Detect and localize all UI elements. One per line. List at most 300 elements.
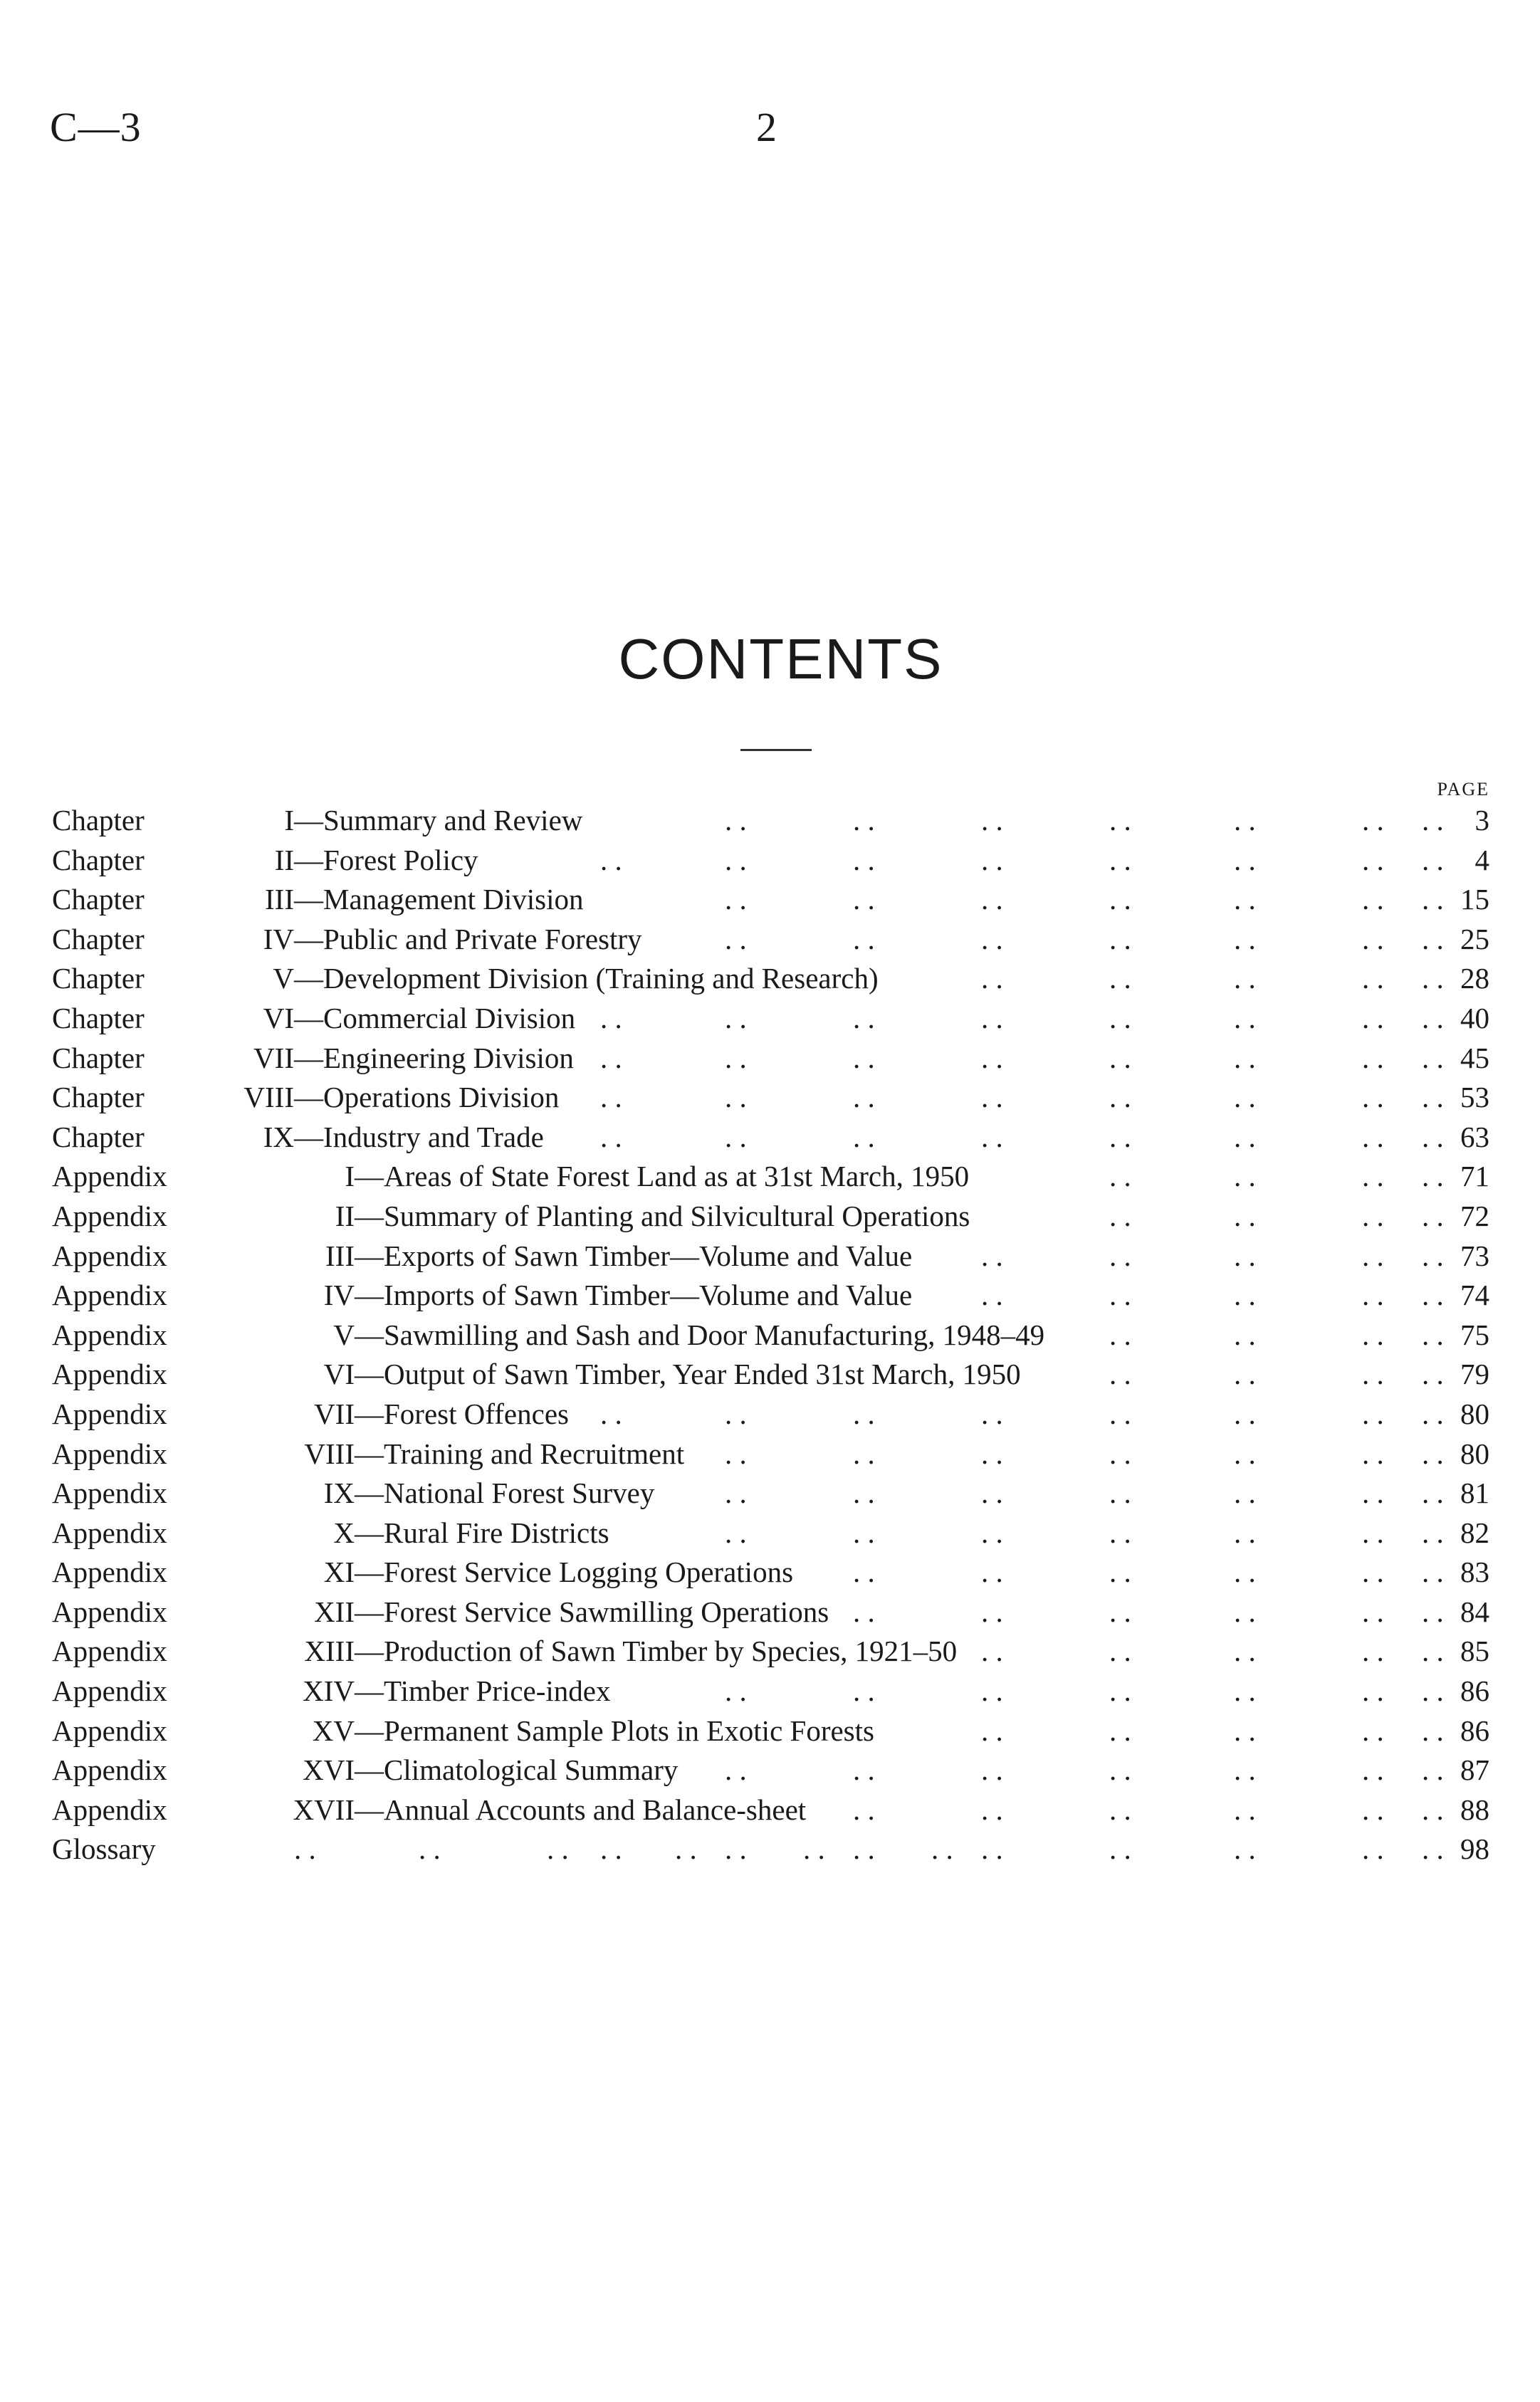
toc-entry-title-text: Timber Price-index: [384, 1674, 611, 1708]
leader-dots: . .: [1422, 1793, 1444, 1826]
toc-entry-dash: —: [294, 962, 323, 995]
toc-entry-number: VIII: [304, 1437, 355, 1470]
dot-leaders: [52, 1118, 1489, 1158]
leader-dots: . .: [1362, 1635, 1384, 1668]
toc-entry-kind: Chapter: [52, 922, 145, 955]
toc-entry-kind: Chapter: [52, 1041, 145, 1074]
toc-entry-page: 86: [1460, 1714, 1489, 1747]
leader-dots: . .: [1234, 922, 1256, 955]
leader-dots: . .: [725, 1120, 747, 1153]
toc-entry-title-text: Operations Division: [323, 1081, 560, 1114]
toc-entry-kind: Appendix: [52, 1595, 167, 1628]
dot-leaders: [52, 1632, 1489, 1672]
leader-dots: . .: [1234, 1199, 1256, 1232]
toc-entry-number: I: [284, 804, 294, 836]
dot-leaders: [52, 1237, 1489, 1276]
toc-entry-page: 98: [1460, 1832, 1489, 1866]
toc-entry-kind: Appendix: [52, 1674, 167, 1708]
leader-dots: . .: [853, 1516, 875, 1549]
page-column-header: PAGE: [1437, 779, 1489, 799]
leader-dots: . .: [853, 1832, 875, 1866]
toc-entry: [52, 920, 1489, 960]
leader-dots: . .: [1362, 804, 1384, 836]
toc-entry: [52, 1711, 1489, 1751]
toc-entry: [52, 1395, 1489, 1435]
leader-dots: . .: [1362, 1793, 1384, 1826]
leader-dots: . .: [600, 1041, 622, 1074]
leader-dots: . .: [981, 1239, 1003, 1272]
leader-dots: . .: [981, 1279, 1003, 1312]
toc-entry-number: IV: [323, 1279, 355, 1312]
toc-entry-title-text: Forest Service Logging Operations: [384, 1556, 794, 1589]
leader-dots: . .: [1422, 962, 1444, 995]
leader-dots: . .: [1362, 1001, 1384, 1034]
leader-dots: . .: [1234, 1477, 1256, 1510]
leader-dots: . .: [1422, 804, 1444, 836]
dot-leaders: [52, 959, 1489, 999]
toc-entry: [52, 959, 1489, 999]
toc-entry-title-text: Imports of Sawn Timber—Volume and Value: [384, 1279, 913, 1312]
leader-dots: . .: [1362, 1239, 1384, 1272]
dot-leaders: [52, 999, 1489, 1039]
toc-entry-kind: Appendix: [52, 1239, 167, 1272]
toc-entry-page: 72: [1460, 1199, 1489, 1232]
toc-entry-dash: —: [294, 843, 323, 876]
leader-dots: . .: [1234, 1793, 1256, 1826]
leader-dots: . .: [294, 1832, 316, 1866]
dot-leaders: [52, 880, 1489, 920]
toc-entry-title-text: Industry and Trade: [323, 1120, 544, 1153]
leader-dots: . .: [1234, 1437, 1256, 1470]
toc-entry-number: XI: [323, 1556, 355, 1589]
leader-dots: . .: [1422, 1120, 1444, 1153]
leader-dots: . .: [1362, 962, 1384, 995]
leader-dots: . .: [1109, 1160, 1131, 1193]
leader-dots: . .: [1109, 1832, 1131, 1866]
leader-dots: . .: [1234, 1595, 1256, 1628]
leader-dots: . .: [1362, 1437, 1384, 1470]
leader-dots: . .: [725, 922, 747, 955]
leader-dots: . .: [1234, 843, 1256, 876]
toc-entry: [52, 1553, 1489, 1593]
toc-entry: [52, 1672, 1489, 1711]
leader-dots: . .: [981, 962, 1003, 995]
toc-entry-number: X: [333, 1516, 355, 1549]
dot-leaders: [52, 1672, 1489, 1711]
toc-entry-dash: —: [355, 1160, 384, 1193]
toc-entry-kind: Appendix: [52, 1477, 167, 1510]
dot-leaders: [52, 1197, 1489, 1237]
toc-entry-kind: Chapter: [52, 804, 145, 836]
leader-dots: . .: [600, 1081, 622, 1114]
leader-dots: . .: [1109, 1753, 1131, 1787]
leader-dots: . .: [725, 1437, 747, 1470]
leader-dots: . .: [1422, 922, 1444, 955]
toc-entry-title-text: Management Division: [323, 883, 584, 916]
toc-entry: [52, 1632, 1489, 1672]
toc-entry-kind: Appendix: [52, 1714, 167, 1747]
toc-entry-number: XVII: [293, 1793, 355, 1826]
toc-entry-number: V: [333, 1318, 355, 1351]
leader-dots: . .: [1362, 1041, 1384, 1074]
dot-leaders: [52, 1157, 1489, 1197]
leader-dots: . .: [853, 804, 875, 836]
leader-dots: . .: [725, 1041, 747, 1074]
toc-entry-page: 83: [1460, 1556, 1489, 1589]
leader-dots: . .: [981, 1120, 1003, 1153]
leader-dots: . .: [1362, 1753, 1384, 1787]
toc-entry-title-text: Annual Accounts and Balance-sheet: [384, 1793, 807, 1826]
leader-dots: . .: [1362, 1477, 1384, 1510]
toc-entry-page: 4: [1474, 843, 1489, 876]
leader-dots: . .: [1109, 1595, 1131, 1628]
toc-entry: [52, 1514, 1489, 1553]
document-code: C—3: [50, 104, 142, 150]
toc-entry-page: 74: [1460, 1279, 1489, 1312]
toc-entry: [52, 1474, 1489, 1514]
leader-dots: . .: [1362, 1120, 1384, 1153]
leader-dots: . .: [1109, 1437, 1131, 1470]
toc-entry-number: IX: [263, 1120, 294, 1153]
toc-entry-dash: —: [355, 1477, 384, 1510]
toc-entry-dash: —: [294, 883, 323, 916]
toc-entry-page: 15: [1460, 883, 1489, 916]
dot-leaders: [52, 1790, 1489, 1830]
leader-dots: . .: [1362, 922, 1384, 955]
leader-dots: . .: [1234, 883, 1256, 916]
toc-entry-dash: —: [355, 1556, 384, 1589]
toc-entry-title-text: Training and Recruitment: [384, 1437, 685, 1470]
leader-dots: . .: [1422, 1397, 1444, 1430]
leader-dots: . .: [981, 1041, 1003, 1074]
leader-dots: . .: [853, 1437, 875, 1470]
leader-dots: . .: [725, 883, 747, 916]
toc-entry-title-text: Forest Policy: [323, 843, 478, 876]
toc-entry-number: XIV: [303, 1674, 355, 1708]
toc-entry-title-text: Engineering Division: [323, 1041, 574, 1074]
toc-entry-number: III: [325, 1239, 355, 1272]
leader-dots: . .: [853, 1001, 875, 1034]
toc-entry-dash: —: [294, 1120, 323, 1153]
leader-dots: . .: [1109, 1199, 1131, 1232]
leader-dots: . .: [1422, 1239, 1444, 1272]
toc-entry: [52, 1593, 1489, 1632]
toc-entry-kind: Appendix: [52, 1358, 167, 1391]
leader-dots: . .: [1109, 1477, 1131, 1510]
leader-dots: . .: [1422, 1674, 1444, 1708]
leader-dots: . .: [1109, 1081, 1131, 1114]
leader-dots: . .: [931, 1832, 953, 1866]
leader-dots: . .: [1234, 804, 1256, 836]
dot-leaders: [52, 1514, 1489, 1553]
leader-dots: . .: [1422, 883, 1444, 916]
leader-dots: . .: [1422, 1477, 1444, 1510]
toc-entry-title-text: Forest Offences: [384, 1397, 569, 1430]
dot-leaders: [52, 1355, 1489, 1395]
leader-dots: . .: [1362, 1832, 1384, 1866]
leader-dots: . .: [981, 1635, 1003, 1668]
toc-entry-kind: Appendix: [52, 1279, 167, 1312]
leader-dots: . .: [1422, 1556, 1444, 1589]
leader-dots: . .: [725, 1753, 747, 1787]
toc-entry-dash: —: [355, 1279, 384, 1312]
dot-leaders: [52, 1078, 1489, 1118]
leader-dots: . .: [1234, 1397, 1256, 1430]
leader-dots: . .: [853, 922, 875, 955]
toc-entry-dash: —: [355, 1516, 384, 1549]
leader-dots: . .: [1362, 1160, 1384, 1193]
toc-entry-number: III: [265, 883, 294, 916]
leader-dots: . .: [981, 1516, 1003, 1549]
leader-dots: . .: [600, 1001, 622, 1034]
toc-entry-page: 71: [1460, 1160, 1489, 1193]
leader-dots: . .: [1362, 1595, 1384, 1628]
leader-dots: . .: [547, 1832, 569, 1866]
toc-entry-kind: Chapter: [52, 1001, 145, 1034]
toc-entry-kind: Appendix: [52, 1397, 167, 1430]
toc-entry: [52, 1276, 1489, 1316]
toc-entry-page: 86: [1460, 1674, 1489, 1708]
leader-dots: . .: [853, 1477, 875, 1510]
toc-entry-page: 73: [1460, 1239, 1489, 1272]
leader-dots: . .: [1422, 1437, 1444, 1470]
toc-entry-dash: —: [355, 1397, 384, 1430]
leader-dots: . .: [1109, 962, 1131, 995]
toc-entry-dash: —: [294, 1041, 323, 1074]
toc-entry-title-text: National Forest Survey: [384, 1477, 655, 1510]
leader-dots: . .: [853, 1041, 875, 1074]
leader-dots: . .: [1234, 1120, 1256, 1153]
leader-dots: . .: [1422, 1001, 1444, 1034]
page-number: 2: [756, 104, 777, 150]
leader-dots: . .: [1422, 1358, 1444, 1391]
toc-entry-number: XV: [312, 1714, 355, 1747]
toc-entry-number: IX: [323, 1477, 355, 1510]
toc-entry-page: 28: [1460, 962, 1489, 995]
leader-dots: . .: [1234, 1318, 1256, 1351]
toc-entry-kind: Appendix: [52, 1793, 167, 1826]
leader-dots: . .: [1234, 1832, 1256, 1866]
leader-dots: . .: [419, 1832, 441, 1866]
leader-dots: . .: [853, 1556, 875, 1589]
toc-entry-title-text: Public and Private Forestry: [323, 922, 642, 955]
toc-entry-kind: Appendix: [52, 1516, 167, 1549]
toc-entry-kind: Appendix: [52, 1160, 167, 1193]
toc-entry-page: 53: [1460, 1081, 1489, 1114]
leader-dots: . .: [853, 1397, 875, 1430]
leader-dots: . .: [1234, 1081, 1256, 1114]
leader-dots: . .: [1109, 843, 1131, 876]
leader-dots: . .: [725, 1001, 747, 1034]
toc-entry-kind: Chapter: [52, 1120, 145, 1153]
leader-dots: . .: [803, 1832, 825, 1866]
toc-entry-dash: —: [355, 1239, 384, 1272]
leader-dots: . .: [1109, 1120, 1131, 1153]
toc-entry: [52, 1078, 1489, 1118]
leader-dots: . .: [853, 1753, 875, 1787]
leader-dots: . .: [725, 1477, 747, 1510]
leader-dots: . .: [981, 1714, 1003, 1747]
leader-dots: . .: [981, 1753, 1003, 1787]
leader-dots: . .: [1234, 1358, 1256, 1391]
leader-dots: . .: [1234, 1160, 1256, 1193]
leader-dots: . .: [1234, 962, 1256, 995]
leader-dots: . .: [1109, 922, 1131, 955]
toc-entry: [52, 1751, 1489, 1790]
toc-entry-title-text: Rural Fire Districts: [384, 1516, 609, 1549]
dot-leaders: [52, 1276, 1489, 1316]
toc-entry-dash: —: [355, 1753, 384, 1787]
leader-dots: . .: [725, 1081, 747, 1114]
toc-entry-title-text: Exports of Sawn Timber—Volume and Value: [384, 1239, 913, 1272]
leader-dots: . .: [1234, 1516, 1256, 1549]
toc-entry: [52, 1237, 1489, 1276]
leader-dots: . .: [1362, 1279, 1384, 1312]
toc-entry-page: 87: [1460, 1753, 1489, 1787]
toc-entry-dash: —: [355, 1358, 384, 1391]
leader-dots: . .: [600, 1397, 622, 1430]
toc-entry: [52, 1830, 1489, 1869]
toc-entry-page: 3: [1474, 804, 1489, 836]
leader-dots: . .: [1234, 1041, 1256, 1074]
leader-dots: . .: [1362, 1714, 1384, 1747]
leader-dots: . .: [1422, 843, 1444, 876]
dot-leaders: [52, 801, 1489, 841]
leader-dots: . .: [1422, 1635, 1444, 1668]
leader-dots: . .: [1109, 1318, 1131, 1351]
toc-entry-title-text: Output of Sawn Timber, Year Ended 31st March, 1950: [384, 1358, 1021, 1391]
toc-entry-kind: Appendix: [52, 1437, 167, 1470]
toc-entry-title-text: Summary and Review: [323, 804, 583, 836]
leader-dots: . .: [981, 883, 1003, 916]
leader-dots: . .: [981, 1477, 1003, 1510]
leader-dots: . .: [981, 1001, 1003, 1034]
toc-entry-title-text: Permanent Sample Plots in Exotic Forests: [384, 1714, 874, 1747]
leader-dots: . .: [1422, 1081, 1444, 1114]
toc-entry-page: 80: [1460, 1397, 1489, 1430]
toc-entry-number: V: [273, 962, 294, 995]
leader-dots: . .: [1422, 1595, 1444, 1628]
dot-leaders: [52, 1395, 1489, 1435]
leader-dots: . .: [853, 1595, 875, 1628]
dot-leaders: [52, 1435, 1489, 1474]
leader-dots: . .: [981, 1595, 1003, 1628]
dot-leaders: [52, 841, 1489, 881]
contents-heading: CONTENTS: [618, 627, 943, 691]
toc-entry-page: 25: [1460, 922, 1489, 955]
leader-dots: . .: [1234, 1001, 1256, 1034]
leader-dots: . .: [1109, 1635, 1131, 1668]
toc-entry: [52, 1039, 1489, 1079]
leader-dots: . .: [981, 1437, 1003, 1470]
toc-entry-page: 79: [1460, 1358, 1489, 1391]
toc-entry-dash: —: [355, 1635, 384, 1668]
toc-entry-title-text: Areas of State Forest Land as at 31st March, 1950: [384, 1160, 970, 1193]
leader-dots: . .: [1422, 1041, 1444, 1074]
leader-dots: . .: [1422, 1753, 1444, 1787]
leader-dots: . .: [981, 1556, 1003, 1589]
toc-entry-number: VII: [314, 1397, 355, 1430]
leader-dots: . .: [1109, 1674, 1131, 1708]
leader-dots: . .: [1234, 1635, 1256, 1668]
toc-entry-page: 75: [1460, 1318, 1489, 1351]
dot-leaders: [52, 1593, 1489, 1632]
toc-entry-title-text: Forest Service Sawmilling Operations: [384, 1595, 829, 1628]
toc-entry-dash: —: [294, 1001, 323, 1034]
toc-entry-dash: —: [294, 922, 323, 955]
toc-entry: [52, 1197, 1489, 1237]
leader-dots: . .: [725, 1674, 747, 1708]
table-of-contents: [52, 801, 1489, 1869]
dot-leaders: [52, 920, 1489, 960]
toc-entry: [52, 1435, 1489, 1474]
leader-dots: . .: [1422, 1318, 1444, 1351]
leader-dots: . .: [600, 1120, 622, 1153]
leader-dots: . .: [981, 922, 1003, 955]
leader-dots: . .: [1109, 883, 1131, 916]
toc-entry-dash: —: [294, 804, 323, 836]
toc-entry-dash: —: [294, 1081, 323, 1114]
toc-entry-number: II: [274, 843, 294, 876]
toc-entry-page: 81: [1460, 1477, 1489, 1510]
leader-dots: . .: [981, 804, 1003, 836]
leader-dots: . .: [725, 843, 747, 876]
leader-dots: . .: [1109, 1793, 1131, 1826]
toc-entry-number: II: [335, 1199, 355, 1232]
toc-entry-title-text: Development Division (Training and Research): [323, 962, 879, 995]
leader-dots: . .: [853, 1081, 875, 1114]
toc-entry-dash: —: [355, 1437, 384, 1470]
leader-dots: . .: [1109, 1358, 1131, 1391]
leader-dots: . .: [981, 1793, 1003, 1826]
toc-entry-number: VII: [253, 1041, 294, 1074]
leader-dots: . .: [853, 843, 875, 876]
leader-dots: . .: [981, 1674, 1003, 1708]
toc-entry-title-text: Commercial Division: [323, 1001, 576, 1034]
leader-dots: . .: [1234, 1279, 1256, 1312]
leader-dots: . .: [1109, 1239, 1131, 1272]
toc-entry: [52, 1118, 1489, 1158]
leader-dots: . .: [1422, 1714, 1444, 1747]
dot-leaders: [52, 1553, 1489, 1593]
leader-dots: . .: [725, 804, 747, 836]
toc-entry: [52, 1316, 1489, 1355]
dot-leaders: [52, 1316, 1489, 1355]
toc-entry: [52, 1790, 1489, 1830]
toc-entry-kind: Appendix: [52, 1318, 167, 1351]
leader-dots: . .: [1362, 1397, 1384, 1430]
dot-leaders: [52, 1751, 1489, 1790]
leader-dots: . .: [725, 1397, 747, 1430]
toc-entry-kind: Glossary: [52, 1832, 156, 1866]
toc-entry-number: VI: [263, 1001, 294, 1034]
leader-dots: . .: [853, 1793, 875, 1826]
toc-entry-page: 85: [1460, 1635, 1489, 1668]
leader-dots: . .: [853, 883, 875, 916]
toc-entry-number: VI: [323, 1358, 355, 1391]
leader-dots: . .: [853, 1674, 875, 1708]
toc-entry-number: I: [345, 1160, 355, 1193]
leader-dots: . .: [1109, 1397, 1131, 1430]
toc-entry-page: 88: [1460, 1793, 1489, 1826]
toc-entry-kind: Appendix: [52, 1199, 167, 1232]
toc-entry-kind: Chapter: [52, 962, 145, 995]
leader-dots: . .: [1362, 1318, 1384, 1351]
toc-entry-kind: Chapter: [52, 883, 145, 916]
leader-dots: . .: [1109, 1001, 1131, 1034]
leader-dots: . .: [1234, 1674, 1256, 1708]
leader-dots: . .: [1109, 1279, 1131, 1312]
